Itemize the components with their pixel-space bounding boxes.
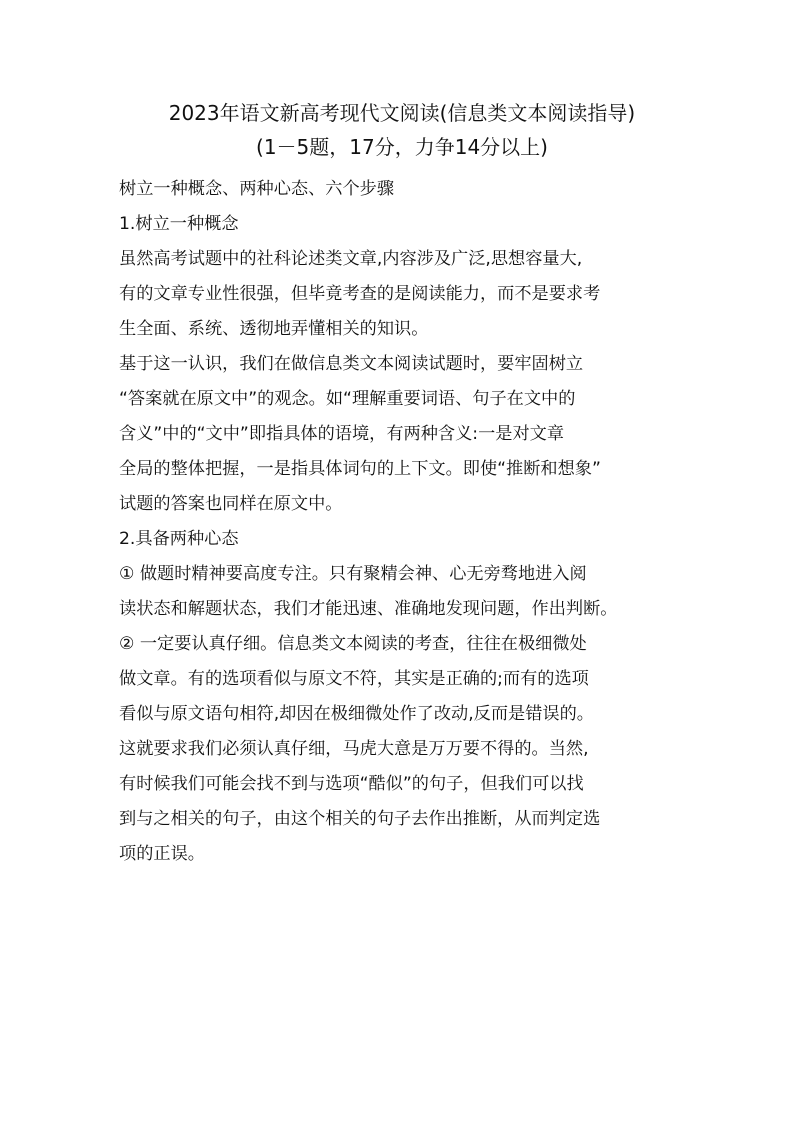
section-1-paragraph-1 xyxy=(119,242,685,347)
section-1-paragraph-2 xyxy=(119,347,685,522)
text-line: 这就要求我们必须认真仔细，马虎大意是万万要不得的。当然, xyxy=(119,739,589,759)
text-line: ② 一定要认真仔细。信息类文本阅读的考查，往往在极细微处 xyxy=(119,634,587,654)
text-line: 含义”中的“文中”即指具体的语境，有两种含义:一是对文章 xyxy=(119,424,565,444)
section-2-paragraph-2 xyxy=(119,627,685,872)
text-line: 读状态和解题状态，我们才能迅速、准确地发现问题，作出判断。 xyxy=(119,599,618,619)
text-line: 项的正误。 xyxy=(119,844,205,864)
text-line: 基于这一认识，我们在做信息类文本阅读试题时，要牢固树立 xyxy=(119,354,584,374)
text-line: 试题的答案也同样在原文中。 xyxy=(119,494,343,514)
section-2-heading: 2.具备两种心态 xyxy=(119,529,239,549)
intro-line: 树立一种概念、两种心态、六个步骤 xyxy=(119,179,395,199)
text-line: 生全面、系统、透彻地弄懂相关的知识。 xyxy=(119,319,429,339)
text-line: 有时候我们可能会找不到与选项“酷似”的句子，但我们可以找 xyxy=(119,774,584,794)
section-2-paragraph-1 xyxy=(119,557,685,627)
text-line: 做文章。有的选项看似与原文不符，其实是正确的;而有的选项 xyxy=(119,669,589,689)
document-page xyxy=(119,96,685,872)
text-line: ① 做题时精神要高度专注。只有聚精会神、心无旁骛地进入阅 xyxy=(119,564,587,584)
text-line: 虽然高考试题中的社科论述类文章,内容涉及广泛,思想容量大, xyxy=(119,249,583,269)
section-1-heading: 1.树立一种概念 xyxy=(119,214,239,234)
text-line: 看似与原文语句相符,却因在极细微处作了改动,反而是错误的。 xyxy=(119,704,594,724)
text-line: 有的文章专业性很强，但毕竟考查的是阅读能力，而不是要求考 xyxy=(119,284,601,304)
text-line: 到与之相关的句子，由这个相关的句子去作出推断，从而判定选 xyxy=(119,809,601,829)
text-line: 全局的整体把握，一是指具体词句的上下文。即使“推断和想象” xyxy=(119,459,601,479)
document-subtitle: (1－5题，17分，力争14分以上) xyxy=(256,135,548,159)
document-title: 2023年语文新高考现代文阅读(信息类文本阅读指导) xyxy=(168,101,636,125)
text-line: “答案就在原文中”的观念。如“理解重要词语、句子在文中的 xyxy=(119,389,576,409)
